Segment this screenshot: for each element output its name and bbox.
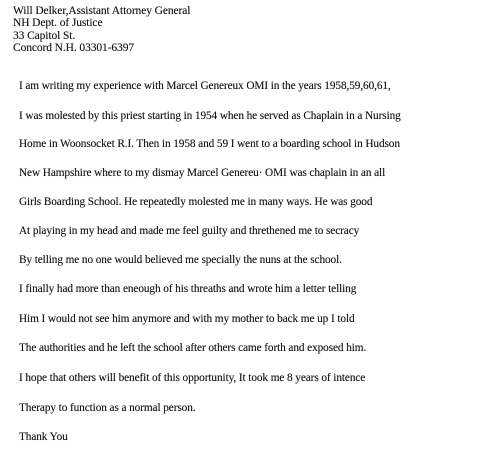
recipient-street-line: 33 Capitol St. [13,29,76,42]
letter-line: Home in Woonsocket R.I. Then in 1958 and 59 I went to a boarding school in Hudson [19,138,400,150]
letter-line: At playing in my head and made me feel guilty and threthened me to secracy [19,225,360,237]
letter-line: The authorities and he left the school after others came forth and exposed him. [19,342,367,354]
recipient-city-line: Concord N.H. 03301-6397 [13,42,134,55]
letter-line: Him I would not see him anymore and with my mother to back me up I told [19,313,355,325]
letter-line: I am writing my experience with Marcel Genereux OMI in the years 1958,59,60,61, [19,80,391,92]
letter-line: I was molested by this priest starting in 1954 when he served as Chaplain in a Nursing [19,110,401,122]
letter-line: I hope that others will benefit of this opportunity, It took me 8 years of intence [19,372,366,384]
recipient-name-line: Will Delker,Assistant Attorney General [13,5,191,17]
letter-line: New Hampshire where to my dismay Marcel Genereu· OMI was chaplain in an all [19,167,386,179]
letter-line: Therapy to function as a normal person. [19,402,196,414]
letter-line: By telling me no one would believed me specially the nuns at the school. [19,254,342,266]
recipient-department-line: NH Dept. of Justice [13,17,103,30]
recipient-address-block [13,5,190,55]
letter-line: I finally had more than eneough of his threaths and wrote him a letter telling [19,283,357,295]
letter-line: Girls Boarding School. He repeatedly molested me in many ways. He was good [19,196,373,208]
closing-line: Thank You [19,431,68,443]
